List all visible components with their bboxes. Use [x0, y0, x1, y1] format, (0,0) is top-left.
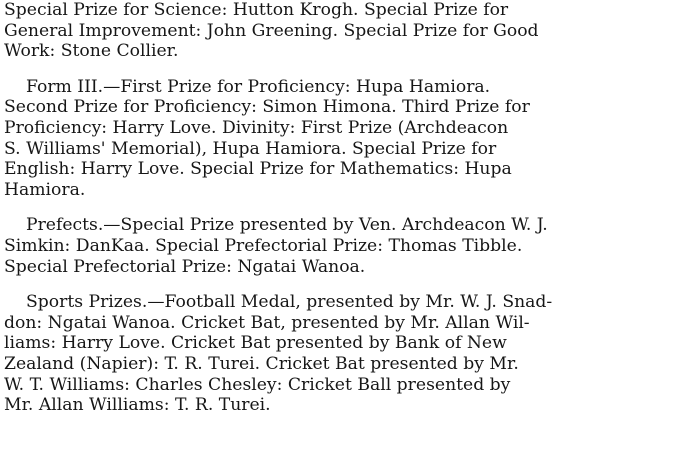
text-line: General Improvement: John Greening. Special Prize for Good — [4, 20, 539, 41]
text-line: English: Harry Love. Special Prize for Mathematics: Hupa — [4, 159, 512, 180]
text-line: Simkin: DanKaa. Special Prefectorial Prize: Thomas Tibble. — [4, 235, 523, 256]
text-line: liams: Harry Love. Cricket Bat presented by Bank of New — [4, 333, 507, 354]
text-line: Special Prefectorial Prize: Ngatai Wanoa. — [4, 256, 366, 277]
paragraph-prefects — [4, 215, 697, 277]
text-line: Proficiency: Harry Love. Divinity: First Prize (Archdeacon — [4, 117, 509, 138]
text-line: Prefects.—Special Prize presented by Ven. Archdeacon W. J. — [26, 215, 548, 236]
text-line: Zealand (Napier): T. R. Turei. Cricket Bat presented by Mr. — [4, 353, 519, 374]
text-line: Hamiora. — [4, 179, 86, 200]
text-line: Special Prize for Science: Hutton Krogh. Special Prize for — [4, 0, 509, 20]
paragraph-sports-prizes — [4, 292, 697, 416]
text-line: Second Prize for Proficiency: Simon Himona. Third Prize for — [4, 97, 530, 118]
text-line: Sports Prizes.—Football Medal, presented by Mr. W. J. Snad- — [26, 292, 553, 313]
text-line: don: Ngatai Wanoa. Cricket Bat, presented by Mr. Allan Wil- — [4, 312, 530, 333]
text-line: Mr. Allan Williams: T. R. Turei. — [4, 395, 271, 416]
text-line: S. Williams' Memorial), Hupa Hamiora. Special Prize for — [4, 138, 497, 159]
paragraph-form-three — [4, 77, 697, 201]
paragraph-prizes-continued — [4, 0, 697, 62]
text-line: W. T. Williams: Charles Chesley: Cricket Ball presented by — [4, 374, 511, 395]
text-line: Form III.—First Prize for Proficiency: Hupa Hamiora. — [26, 76, 491, 97]
text-line: Work: Stone Collier. — [4, 41, 179, 62]
